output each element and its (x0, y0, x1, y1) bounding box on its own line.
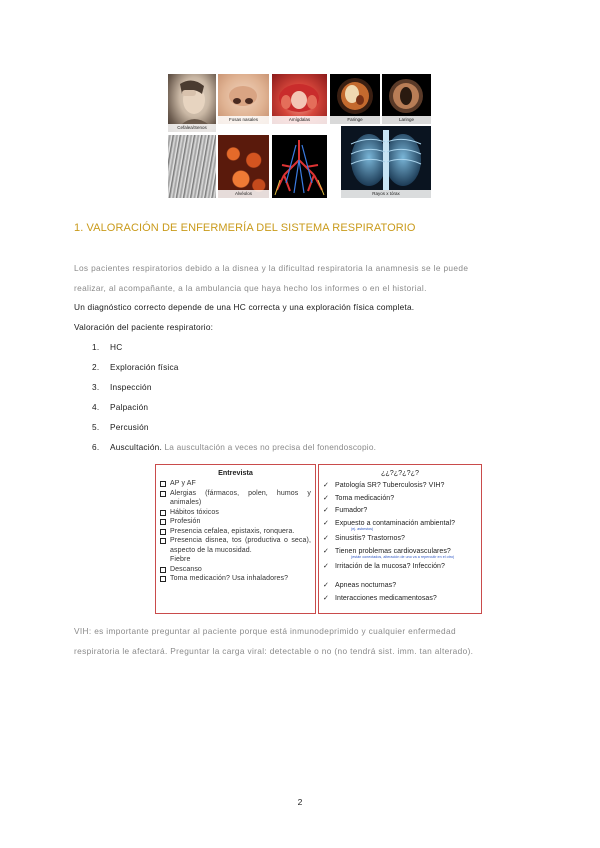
list-item: ✓ Irritación de la mucosa? Infección? (323, 563, 445, 570)
checkmark-icon: ✓ (323, 594, 329, 602)
checkmark-icon: ✓ (323, 519, 329, 527)
assessment-steps-list (92, 340, 376, 460)
list-item: ✓ Interacciones medicamentosas? (323, 594, 437, 602)
bronchial-tree-photo (272, 135, 327, 198)
checkmark-icon: ✓ (323, 535, 329, 542)
larynx-photo (382, 74, 431, 124)
checkmark-icon: ✓ (323, 547, 329, 555)
interview-list (156, 479, 315, 584)
caption-alveoli: Alvéolos (218, 190, 269, 198)
questions-box-title: ¿¿?¿?¿?¿? (381, 468, 419, 477)
caption-face: Cefalea/Senos (168, 124, 216, 132)
checkmark-icon: ✓ (323, 482, 329, 489)
checkbox-square-icon (160, 519, 166, 525)
checkmark-icon: ✓ (323, 582, 329, 589)
list-item: 5. Percusión (92, 422, 149, 432)
respiratory-image-collage (168, 74, 431, 198)
list-item: Presencia cefalea, epistaxis, ronquera. (156, 527, 315, 537)
checkbox-square-icon (160, 576, 166, 582)
list-item: AP y AF (156, 479, 315, 489)
cilia-photo (168, 135, 216, 198)
list-item: 3. Inspección (92, 382, 152, 392)
hiv-note-paragraph (74, 621, 526, 661)
hiv-note-line-2: respiratoria le afectará. Preguntar la carga viral: detectable o no (no tendrá sist. imm. tan alterado). (74, 646, 474, 656)
throat-photo (272, 74, 327, 124)
list-item: ✓ Tienen problemas cardiovasculares? (están conectados, alteración de uno va a repercutir en el otro) (319, 547, 481, 559)
caption-nose: Fosas nasales (218, 116, 269, 124)
caption-xray: Rayos x tórax (341, 190, 431, 198)
list-item: ✓ Apneas nocturnas? (323, 582, 397, 589)
intro-line-1: Los pacientes respiratorios debido a la disnea y la dificultad respiratoria la anamnesis se le puede (74, 263, 469, 273)
annotation-note: (ej. asbestos) (351, 526, 374, 531)
intro-line-2: realizar, al acompañante, a la ambulancia que haya hecho los informes o en el historial. (74, 283, 427, 293)
list-item: Profesión (156, 517, 315, 527)
diagnosis-statement: Un diagnóstico correcto depende de una HC correcta y una exploración física completa. (74, 302, 415, 312)
checkbox-square-icon (160, 481, 166, 487)
annotation-note: (están conectados, alteración de uno va a repercutir en el otro) (351, 554, 455, 559)
list-item: Fiebre (170, 556, 191, 563)
chest-xray-photo (341, 126, 431, 198)
list-item: Descanso (156, 565, 315, 575)
list-item: Alergias (fármacos, polen, humos y animales) (156, 489, 315, 508)
list-item: 2. Exploración física (92, 362, 179, 372)
questions-list (319, 481, 481, 603)
page-number: 2 (297, 797, 303, 807)
list-item: 4. Palpación (92, 402, 149, 412)
list-item: ✓ Sinusitis? Trastornos? (323, 535, 405, 542)
list-heading: Valoración del paciente respiratorio: (74, 322, 214, 332)
nose-photo (218, 74, 269, 124)
headache-photo (168, 74, 216, 132)
list-item: ✓ Toma medicación? (323, 494, 395, 502)
bronchial-tree-illustration (272, 135, 327, 198)
checkmark-icon: ✓ (323, 563, 329, 570)
intro-paragraph (74, 258, 526, 298)
list-item: ✓ Fumador? (323, 507, 368, 514)
list-item: 6. Auscultación. La auscultación a veces no precisa del fonendoscopio. (92, 442, 377, 452)
caption-pharynx: Faringe (330, 116, 380, 124)
interview-box-title: Entrevista (218, 468, 253, 477)
alveoli-photo (218, 135, 269, 198)
pharynx-photo (330, 74, 380, 124)
hiv-note-line-1: VIH: es importante preguntar al paciente porque está inmunodeprimido y cualquier enfermedad (74, 626, 456, 636)
interview-box (155, 464, 316, 614)
xray-illustration (341, 126, 431, 198)
list-item: Toma medicación? Usa inhaladores? (156, 574, 315, 584)
section-title: 1. VALORACIÓN DE ENFERMERÍA DEL SISTEMA RESPIRATORIO (74, 222, 416, 234)
checkbox-square-icon (160, 491, 166, 497)
caption-larynx: Laringe (382, 116, 431, 124)
checkbox-square-icon (160, 538, 166, 544)
checkbox-square-icon (160, 510, 166, 516)
checkbox-square-icon (160, 529, 166, 535)
list-item: 1. HC (92, 342, 123, 352)
list-item: ✓ Patología SR? Tuberculosis? VIH? (323, 482, 445, 489)
checkmark-icon: ✓ (323, 494, 329, 502)
checkmark-icon: ✓ (323, 507, 329, 514)
caption-throat: Amígdalas (272, 116, 327, 124)
questions-box (318, 464, 482, 614)
list-item: ✓ Expuesto a contaminación ambiental? (ej. asbestos) (319, 519, 481, 531)
list-item: Presencia disnea, tos (productiva o seca), aspecto de la mucosidad. (156, 536, 315, 555)
checkbox-square-icon (160, 567, 166, 573)
list-item: Hábitos tóxicos (156, 508, 315, 518)
auscultation-note: La auscultación a veces no precisa del fonendoscopio. (161, 442, 377, 452)
